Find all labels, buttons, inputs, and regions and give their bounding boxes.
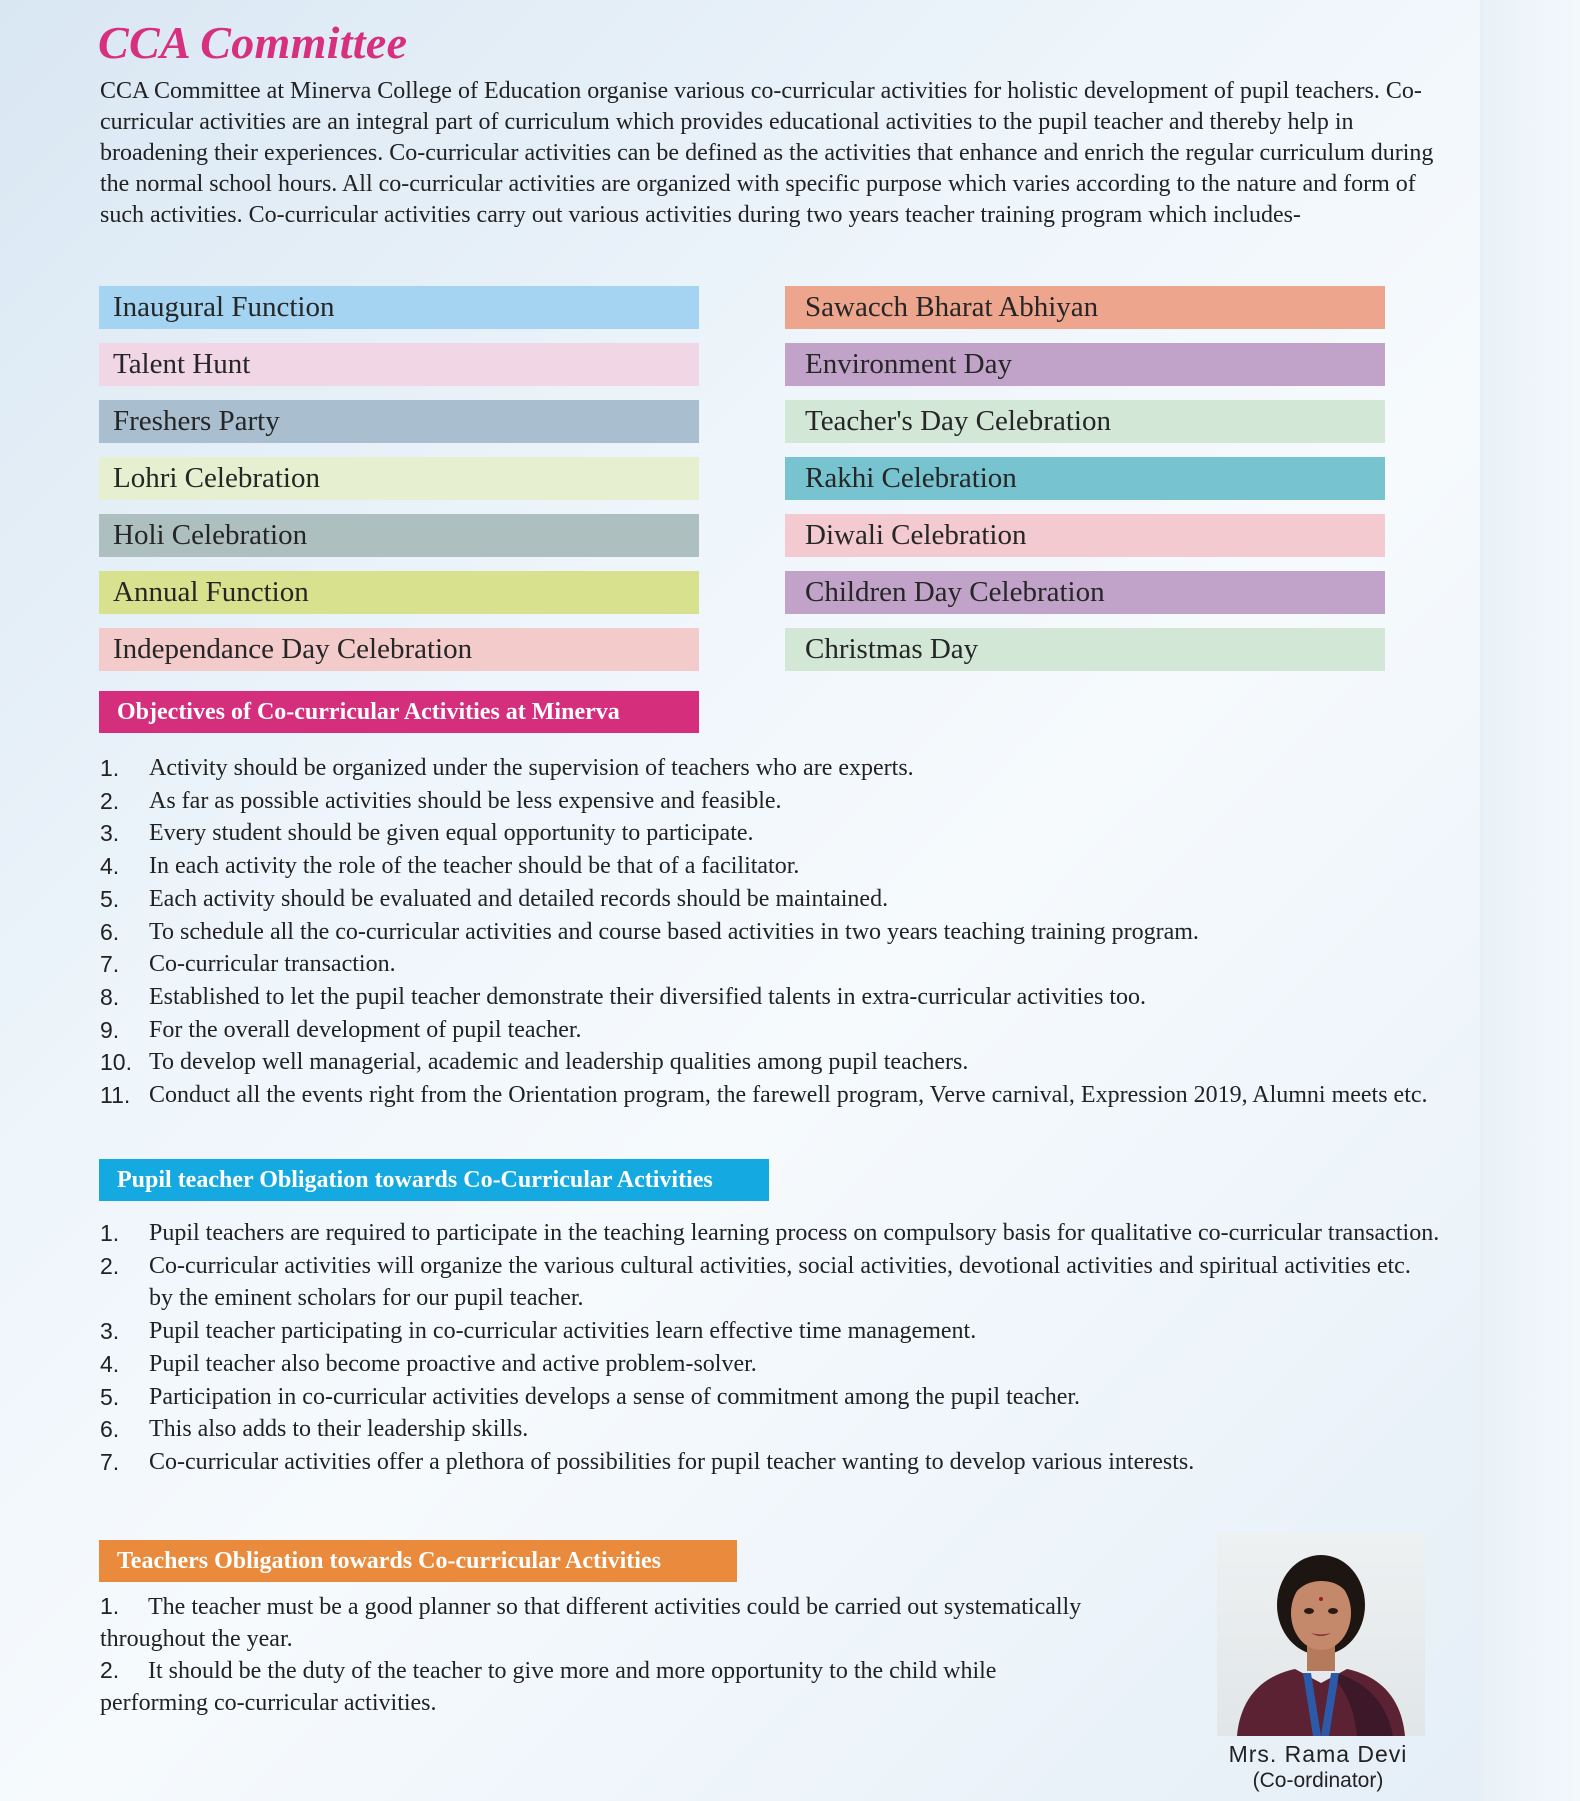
activity-inaugural-function: Inaugural Function — [99, 286, 699, 329]
pupil-obligation-heading: Pupil teacher Obligation towards Co-Curricular Activities — [99, 1159, 769, 1201]
page-edge — [1480, 0, 1580, 1801]
activity-talent-hunt: Talent Hunt — [99, 343, 699, 386]
activity-lohri-celebration: Lohri Celebration — [99, 457, 699, 500]
list-item: 4. Pupil teacher also become proactive and active problem-solver. — [100, 1350, 757, 1377]
activity-rakhi-celebration: Rakhi Celebration — [785, 457, 1385, 500]
activity-freshers-party: Freshers Party — [99, 400, 699, 443]
list-item: 5. Each activity should be evaluated and detailed records should be maintained. — [100, 885, 889, 912]
list-item: 1. Pupil teachers are required to participate in the teaching learning process on compulsory basis for qualitative co-curricular transaction. — [100, 1220, 1440, 1246]
activity-holi-celebration: Holi Celebration — [99, 514, 699, 557]
activity-children-day: Children Day Celebration — [785, 571, 1385, 614]
coordinator-photo — [1217, 1533, 1425, 1736]
page-title: CCA Committee — [98, 17, 408, 68]
list-item: 1. Activity should be organized under the supervision of teachers who are experts. — [100, 755, 914, 781]
teacher-obligation-heading: Teachers Obligation towards Co-curricular Activities — [99, 1540, 737, 1582]
list-item: 8. Established to let the pupil teacher demonstrate their diversified talents in extra-curricular activities too. — [100, 983, 1146, 1010]
activity-christmas-day: Christmas Day — [785, 628, 1385, 671]
list-item: 9. For the overall development of pupil teacher. — [100, 1016, 582, 1043]
list-item: 2. Co-curricular activities will organize the various cultural activities, social activities, devotional activities and spiritual activities etc. by the eminent scholars for our pupil teacher. — [100, 1252, 1411, 1312]
list-item: 7. Co-curricular transaction. — [100, 951, 396, 978]
portrait-illustration — [1217, 1533, 1425, 1736]
list-item: 6. This also adds to their leadership skills. — [100, 1416, 529, 1443]
list-item: 2. It should be the duty of the teacher to give more and more opportunity to the child while performing co-curricular activities. — [100, 1657, 997, 1716]
list-item: 4. In each activity the role of the teacher should be that of a facilitator. — [100, 853, 800, 880]
list-item: 3. Pupil teacher participating in co-curricular activities learn effective time management. — [100, 1318, 977, 1345]
list-item: 10. To develop well managerial, academic and leadership qualities among pupil teachers. — [100, 1049, 969, 1076]
coordinator-name: Mrs. Rama Devi — [1228, 1741, 1408, 1767]
activity-annual-function: Annual Function — [99, 571, 699, 614]
objectives-list — [100, 752, 1440, 1112]
activity-independance-day: Independance Day Celebration — [99, 628, 699, 671]
coordinator-role: (Co-ordinator) — [1252, 1769, 1384, 1792]
list-item: 6. To schedule all the co-curricular activities and course based activities in two years teaching training program. — [100, 918, 1199, 945]
list-item: 11. Conduct all the events right from the Orientation program, the farewell program, Verve carnival, Expression 2019, Alumni meets etc. — [100, 1082, 1428, 1109]
activity-diwali-celebration: Diwali Celebration — [785, 514, 1385, 557]
list-item: 1. The teacher must be a good planner so that different activities could be carried out systematically throughout the year. — [100, 1593, 1082, 1652]
list-item: 5. Participation in co-curricular activities develops a sense of commitment among the pupil teacher. — [100, 1383, 1081, 1410]
activity-sawacch-bharat: Sawacch Bharat Abhiyan — [785, 286, 1385, 329]
activity-environment-day: Environment Day — [785, 343, 1385, 386]
list-item: 2. As far as possible activities should be less expensive and feasible. — [100, 787, 782, 814]
list-item: 3. Every student should be given equal opportunity to participate. — [100, 820, 754, 847]
list-item: 7. Co-curricular activities offer a plethora of possibilities for pupil teacher wanting to develop various interests. — [100, 1448, 1195, 1475]
activity-teachers-day: Teacher's Day Celebration — [785, 400, 1385, 443]
teacher-obligation-list — [100, 1591, 1085, 1719]
pupil-obligation-list — [100, 1217, 1440, 1479]
objectives-heading: Objectives of Co-curricular Activities at Minerva — [99, 691, 699, 733]
intro-paragraph: CCA Committee at Minerva College of Education organise various co-curricular activities for holistic development of pupil teachers. Co-curricular activities are an integral part of curriculum which provides educational activities to the pupil teacher and thereby help in broadening their experiences. Co-curricular activities can be defined as the activities that enhance and enrich the regular curriculum during the normal school hours. All co-curricular activities are organized with specific purpose which varies according to the nature and form of such activities. Co-curricular activities carry out various activities during two years teacher training program which includes- — [100, 78, 1434, 228]
